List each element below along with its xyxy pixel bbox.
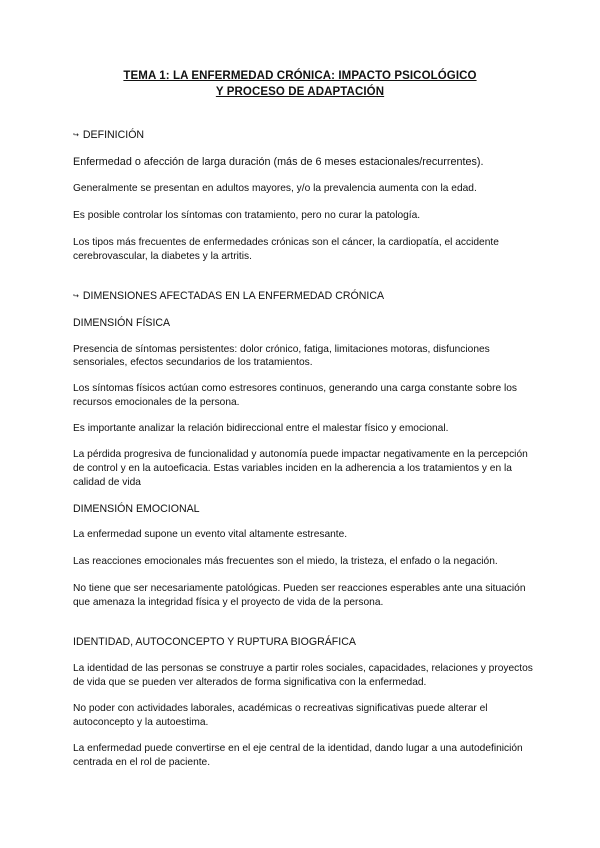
paragraph-line: No poder con actividades laborales, académicas o recreativas significativas puede alterar el <box>73 703 488 714</box>
paragraph-line: que amenaza la integridad física y el proyecto de vida de la persona. <box>73 597 384 608</box>
document-title-line-2: Y PROCESO DE ADAPTACIÓN <box>215 86 385 98</box>
section-heading-dimensiones <box>73 289 384 304</box>
paragraph-line: de control y en la autoeficacia. Estas variables inciden en la adherencia a los tratamientos y en la <box>73 463 512 474</box>
paragraph-line: La identidad de las personas se construye a partir roles sociales, capacidades, relaciones y proyectos <box>73 663 533 674</box>
paragraph-line: cerebrovascular, la diabetes y la artritis. <box>73 251 252 262</box>
paragraph: Es importante analizar la relación bidireccional entre el malestar físico y emocional. <box>73 423 449 434</box>
paragraph: Generalmente se presentan en adultos mayores, y/o la prevalencia aumenta con la edad. <box>73 183 477 194</box>
paragraph-line: de vida que se pueden ver alterados de forma significativa con la enfermedad. <box>73 677 427 688</box>
paragraph-line: Presencia de síntomas persistentes: dolor crónico, fatiga, limitaciones motoras, disfunciones <box>73 344 490 355</box>
section-heading-definicion <box>73 128 144 143</box>
paragraph-line: Los síntomas físicos actúan como estresores continuos, generando una carga constante sobre los <box>73 383 517 394</box>
paragraph-line: centrada en el rol de paciente. <box>73 757 211 768</box>
paragraph-line: No tiene que ser necesariamente patológicas. Pueden ser reacciones esperables ante una situación <box>73 583 526 594</box>
paragraph-line: calidad de vida <box>73 477 141 488</box>
paragraph: Es posible controlar los síntomas con tratamiento, pero no curar la patología. <box>73 210 421 221</box>
arrow-icon: ↪ <box>73 132 79 139</box>
paragraph: Enfermedad o afección de larga duración (más de 6 meses estacionales/recurrentes). <box>73 156 484 168</box>
paragraph-line: autoconcepto y la autoestima. <box>73 717 209 728</box>
paragraph: Las reacciones emocionales más frecuentes son el miedo, la tristeza, el enfado o la negación. <box>73 556 498 567</box>
paragraph: La enfermedad supone un evento vital altamente estresante. <box>73 529 348 540</box>
subheading-dimension-fisica: DIMENSIÓN FÍSICA <box>73 317 171 329</box>
paragraph-line: recursos emocionales de la persona. <box>73 397 240 408</box>
heading-label: DIMENSIONES AFECTADAS EN LA ENFERMEDAD CRÓNICA <box>82 290 385 302</box>
subheading-identidad: IDENTIDAD, AUTOCONCEPTO Y RUPTURA BIOGRÁFICA <box>73 636 356 648</box>
document-title-line-1: TEMA 1: LA ENFERMEDAD CRÓNICA: IMPACTO PSICOLÓGICO <box>123 70 477 82</box>
paragraph-line: La enfermedad puede convertirse en el eje central de la identidad, dando lugar a una autodefinición <box>73 743 523 754</box>
arrow-icon: ↪ <box>73 293 79 300</box>
paragraph-line: sensoriales, efectos secundarios de los tratamientos. <box>73 357 313 368</box>
heading-label: DEFINICIÓN <box>82 129 145 141</box>
paragraph-line: Los tipos más frecuentes de enfermedades crónicas son el cáncer, la cardiopatía, el accidente <box>73 237 499 248</box>
paragraph-line: La pérdida progresiva de funcionalidad y autonomía puede impactar negativamente en la percepción <box>73 449 528 460</box>
subheading-dimension-emocional: DIMENSIÓN EMOCIONAL <box>73 503 200 515</box>
